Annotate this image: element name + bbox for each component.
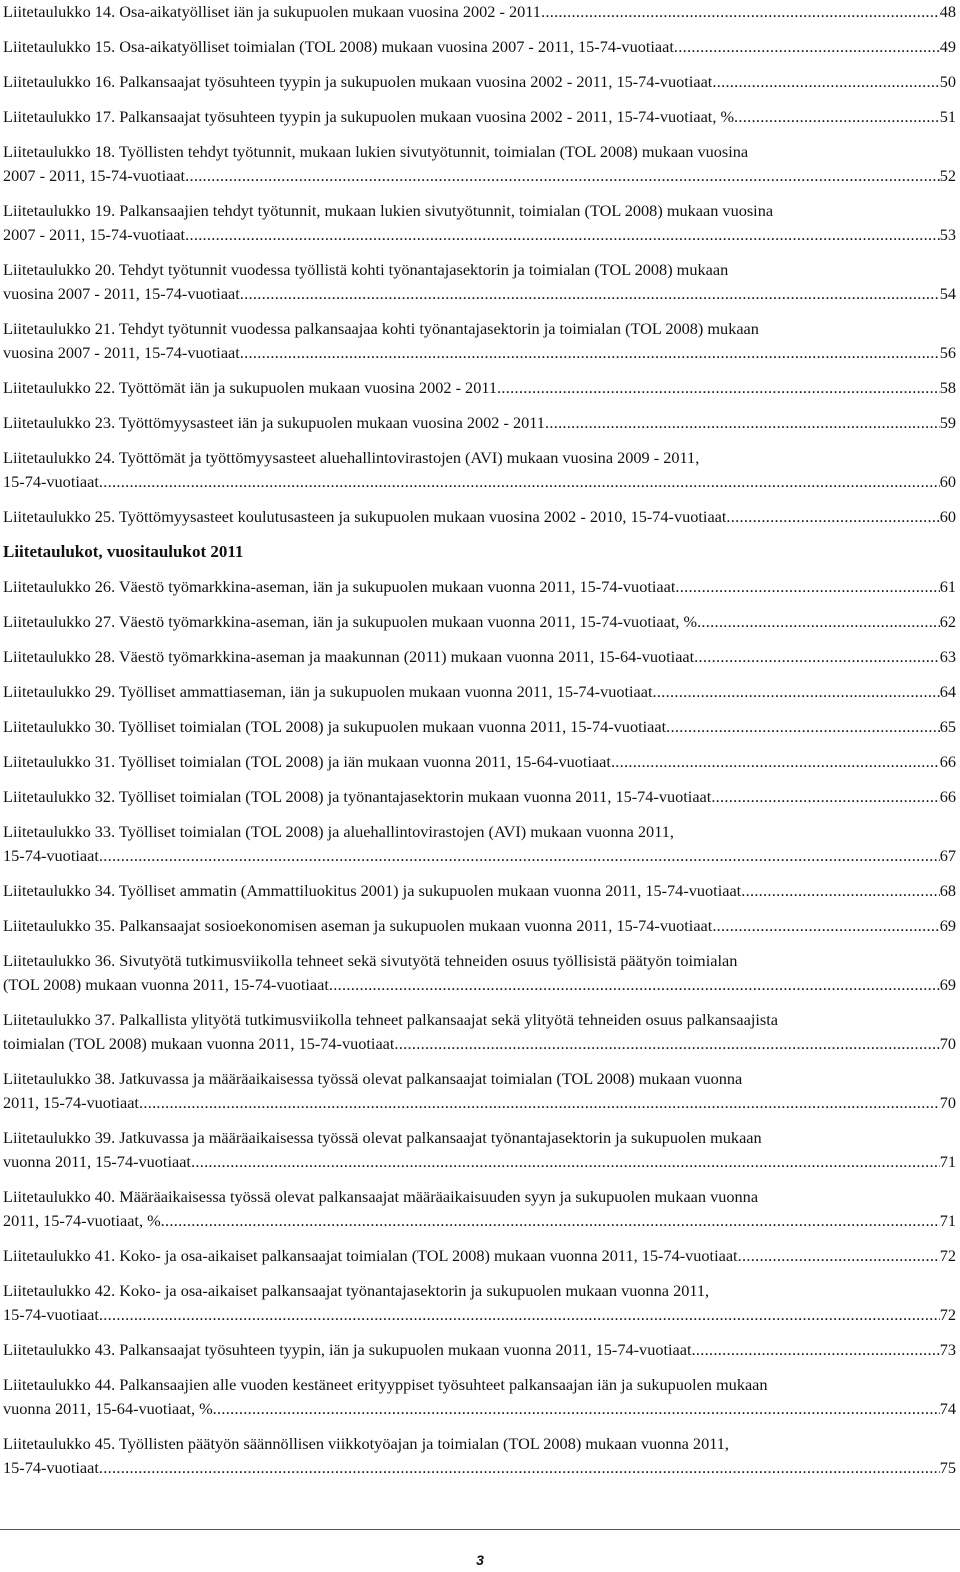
toc-entry-page: 72 (939, 1305, 956, 1324)
toc-entry-label: Liitetaulukko 27. (3, 612, 116, 631)
toc-entry-label: Liitetaulukko 40. (3, 1187, 116, 1206)
toc-entry-page: 73 (939, 1340, 956, 1359)
toc-entry-title-start: Palkansaajien tehdyt työtunnit, mukaan lukien sivutyötunnit, toimialan (TOL 2008) mukaan vuosina (119, 201, 774, 220)
toc-entry-title (3, 505, 726, 529)
toc-entry-title: vuosina 2007 - 2011, 15-74-vuotiaat (3, 343, 240, 362)
toc-entry-title (3, 1244, 738, 1268)
toc-entry-title-text: Työlliset ammatin (Ammattiluokitus 2001) ja sukupuolen mukaan vuonna 2011, 15-74-vuotiaat (118, 881, 742, 900)
toc-entry-title-start: Määräaikaisessa työssä olevat palkansaajat määräaikaisuuden syyn ja sukupuolen mukaan vuonna (119, 1187, 759, 1206)
dot-leader (185, 223, 940, 247)
toc-entry-label: Liitetaulukko 23. (3, 413, 116, 432)
toc-entry-page: 60 (939, 507, 956, 526)
toc-entry-label: Liitetaulukko 42. (3, 1281, 116, 1300)
toc-entry-page: 53 (939, 225, 956, 244)
toc-entry[interactable] (3, 879, 956, 903)
toc-entry-page: 62 (939, 612, 956, 631)
toc-entry[interactable] (3, 750, 956, 774)
toc-entry-title-text: Palkansaajat työsuhteen tyypin ja sukupuolen mukaan vuosina 2002 - 2011, 15-74-vuotiaat, % (119, 107, 735, 126)
dot-leader (240, 282, 940, 306)
dot-leader (712, 70, 939, 94)
toc-entry-title-text: Osa-aikatyölliset iän ja sukupuolen mukaan vuosina 2002 - 2011 (119, 2, 541, 21)
toc-entry-page: 75 (939, 1458, 956, 1477)
toc-entry-label: Liitetaulukko 26. (3, 577, 116, 596)
toc-entry[interactable] (3, 785, 956, 809)
toc-entry-first-line (3, 820, 956, 844)
toc-entry-page: 66 (939, 787, 956, 806)
toc-entry-title-start: Tehdyt työtunnit vuodessa työllistä kohti työnantajasektorin ja toimialan (TOL 2008) mukaan (118, 260, 729, 279)
toc-entry-page: 59 (939, 413, 956, 432)
toc-entry-page: 65 (939, 717, 956, 736)
dot-leader (734, 105, 940, 129)
toc-entry-label: Liitetaulukko 24. (3, 448, 116, 467)
toc-entry-first-line (3, 1126, 956, 1150)
toc-entry-label: Liitetaulukko 36. (3, 951, 116, 970)
toc-entry-title (3, 610, 697, 634)
toc-entry-label: Liitetaulukko 43. (3, 1340, 116, 1359)
section-heading: Liitetaulukot, vuositaulukot 2011 (3, 542, 244, 561)
toc-entry-title-text: Työlliset toimialan (TOL 2008) ja sukupuolen mukaan vuonna 2011, 15-74-vuotiaat (118, 717, 667, 736)
toc-entry-label: Liitetaulukko 20. (3, 260, 116, 279)
toc-entry-title-start: Työllisten tehdyt työtunnit, mukaan lukien sivutyötunnit, toimialan (TOL 2008) mukaan vuosina (118, 142, 749, 161)
toc-entry[interactable] (3, 105, 956, 129)
toc-entry-title (3, 914, 712, 938)
toc-entry-title (3, 575, 675, 599)
toc-list-bottom (3, 575, 956, 1480)
toc-entry-page: 70 (939, 1034, 956, 1053)
toc-entry-title-text: Osa-aikatyölliset toimialan (TOL 2008) mukaan vuosina 2007 - 2011, 15-74-vuotiaat (119, 37, 674, 56)
toc-entry-title-text: Koko- ja osa-aikaiset palkansaajat toimialan (TOL 2008) mukaan vuonna 2011, 15-74-vuotiaat (119, 1246, 738, 1265)
toc-entry-label: Liitetaulukko 15. (3, 37, 116, 56)
toc-entry-page: 72 (939, 1246, 956, 1265)
toc-entry-title-text: Työlliset toimialan (TOL 2008) ja työnantajasektorin mukaan vuonna 2011, 15-74-vuotiaat (118, 787, 712, 806)
toc-entry-title (3, 715, 666, 739)
toc-entry-title (3, 70, 712, 94)
toc-entry[interactable] (3, 610, 956, 634)
toc-entry-title-start: Jatkuvassa ja määräaikaisessa työssä olevat palkansaajat toimialan (TOL 2008) mukaan vuonna (119, 1069, 743, 1088)
dot-leader (99, 1456, 940, 1480)
toc-entry[interactable] (3, 1185, 956, 1233)
footer-divider (0, 1529, 960, 1530)
toc-entry[interactable] (3, 446, 956, 494)
toc-entry[interactable] (3, 715, 956, 739)
dot-leader (213, 1397, 940, 1421)
dot-leader (394, 1032, 939, 1056)
toc-entry-page: 69 (939, 975, 956, 994)
toc-entry-title-start: Palkallista ylityötä tutkimusviikolla tehneet palkansaajat sekä ylityötä tehneiden osuus palkansaajista (119, 1010, 778, 1029)
dot-leader (329, 973, 940, 997)
toc-entry[interactable] (3, 35, 956, 59)
dot-leader (674, 35, 940, 59)
toc-entry[interactable] (3, 1373, 956, 1421)
toc-entry-first-line (3, 1185, 956, 1209)
dot-leader (653, 680, 940, 704)
toc-entry-title-text: Työttömät iän ja sukupuolen mukaan vuosina 2002 - 2011 (118, 378, 498, 397)
toc-entry-label: Liitetaulukko 30. (3, 717, 116, 736)
toc-entry-label: Liitetaulukko 16. (3, 72, 116, 91)
dot-leader (99, 470, 940, 494)
toc-entry-first-line (3, 140, 956, 164)
toc-entry-label: Liitetaulukko 18. (3, 142, 116, 161)
toc-entry-title: 2011, 15-74-vuotiaat (3, 1093, 139, 1112)
dot-leader (541, 0, 940, 24)
toc-entry-label: Liitetaulukko 35. (3, 916, 116, 935)
toc-entry-page: 67 (939, 846, 956, 865)
toc-entry-label: Liitetaulukko 41. (3, 1246, 116, 1265)
toc-entry-title (3, 411, 545, 435)
toc-entry-title-start: Tehdyt työtunnit vuodessa palkansaajaa kohti työnantajasektorin ja toimialan (TOL 2008) mukaan (118, 319, 759, 338)
toc-entry[interactable] (3, 1008, 956, 1056)
toc-entry-first-line (3, 1008, 956, 1032)
toc-entry[interactable] (3, 199, 956, 247)
toc-entry-title: (TOL 2008) mukaan vuonna 2011, 15-74-vuotiaat (3, 975, 329, 994)
toc-entry-page: 66 (939, 752, 956, 771)
dot-leader (611, 750, 940, 774)
toc-entry-title (3, 35, 674, 59)
toc-entry-label: Liitetaulukko 14. (3, 2, 116, 21)
toc-entry-title: vuonna 2011, 15-64-vuotiaat, % (3, 1399, 213, 1418)
toc-entry-title-start: Palkansaajien alle vuoden kestäneet erityyppiset työsuhteet palkansaajan iän ja sukupuolen mukaan (119, 1375, 768, 1394)
toc-entry-first-line (3, 446, 956, 470)
dot-leader (545, 411, 940, 435)
toc-entry-title-text: Työlliset toimialan (TOL 2008) ja iän mukaan vuonna 2011, 15-64-vuotiaat (118, 752, 611, 771)
dot-leader (738, 1244, 940, 1268)
dot-leader (99, 1303, 940, 1327)
dot-leader (711, 785, 939, 809)
toc-entry-page: 50 (939, 72, 956, 91)
toc-entry-page: 52 (939, 166, 956, 185)
toc-entry-title: 15-74-vuotiaat (3, 1458, 99, 1477)
toc-entry[interactable] (3, 140, 956, 188)
toc-entry-label: Liitetaulukko 31. (3, 752, 116, 771)
toc-entry-title-start: Työlliset toimialan (TOL 2008) ja aluehallintovirastojen (AVI) mukaan vuonna 2011, (118, 822, 674, 841)
toc-entry-label: Liitetaulukko 22. (3, 378, 116, 397)
toc-entry-page: 70 (939, 1093, 956, 1112)
toc-entry[interactable] (3, 0, 956, 24)
dot-leader (675, 575, 939, 599)
toc-entry-page: 58 (939, 378, 956, 397)
toc-entry-first-line (3, 1432, 956, 1456)
toc-entry-title: 15-74-vuotiaat (3, 846, 99, 865)
toc-entry-page: 48 (939, 2, 956, 21)
toc-entry-label: Liitetaulukko 45. (3, 1434, 116, 1453)
toc-entry[interactable] (3, 1279, 956, 1327)
dot-leader (139, 1091, 940, 1115)
toc-entry[interactable] (3, 411, 956, 435)
toc-entry[interactable] (3, 1338, 956, 1362)
toc-entry-title-start: Työllisten päätyön säännöllisen viikkotyöajan ja toimialan (TOL 2008) mukaan vuonna 2011, (118, 1434, 729, 1453)
toc-entry-label: Liitetaulukko 19. (3, 201, 116, 220)
toc-entry-title-text: Työttömyysasteet iän ja sukupuolen mukaan vuosina 2002 - 2011 (118, 413, 545, 432)
toc-entry-label: Liitetaulukko 21. (3, 319, 116, 338)
toc-entry-title-text: Väestö työmarkkina-aseman ja maakunnan (2011) mukaan vuonna 2011, 15-64-vuotiaat (118, 647, 695, 666)
toc-entry-title: 2011, 15-74-vuotiaat, % (3, 1211, 161, 1230)
toc-entry-title-start: Jatkuvassa ja määräaikaisessa työssä olevat palkansaajat työnantajasektorin ja sukupuolen mukaan (119, 1128, 762, 1147)
toc-entry-first-line (3, 1067, 956, 1091)
toc-entry-page: 64 (939, 682, 956, 701)
toc-entry-title: 2007 - 2011, 15-74-vuotiaat (3, 225, 186, 244)
dot-leader (697, 610, 940, 634)
table-of-contents (3, 0, 956, 1491)
toc-entry-first-line (3, 1373, 956, 1397)
toc-entry-title: 15-74-vuotiaat (3, 472, 99, 491)
toc-entry[interactable] (3, 1244, 956, 1268)
toc-entry-label: Liitetaulukko 44. (3, 1375, 116, 1394)
toc-entry[interactable] (3, 914, 956, 938)
toc-entry-title-text: Väestö työmarkkina-aseman, iän ja sukupuolen mukaan vuonna 2011, 15-74-vuotiaat, % (118, 612, 698, 631)
toc-entry[interactable] (3, 1126, 956, 1174)
toc-entry-first-line (3, 258, 956, 282)
toc-entry-title (3, 879, 741, 903)
dot-leader (692, 1338, 940, 1362)
toc-entry-title (3, 1338, 692, 1362)
toc-entry-title (3, 376, 497, 400)
toc-entry-page: 63 (939, 647, 956, 666)
toc-entry-page: 51 (939, 107, 956, 126)
toc-entry-label: Liitetaulukko 33. (3, 822, 116, 841)
toc-entry[interactable] (3, 949, 956, 997)
toc-entry[interactable] (3, 820, 956, 868)
toc-entry-page: 71 (939, 1211, 956, 1230)
toc-entry-title (3, 680, 653, 704)
toc-entry-first-line (3, 317, 956, 341)
dot-leader (666, 715, 940, 739)
toc-entry[interactable] (3, 317, 956, 365)
toc-entry-title-text: Työlliset ammattiaseman, iän ja sukupuolen mukaan vuonna 2011, 15-74-vuotiaat (118, 682, 653, 701)
toc-entry-label: Liitetaulukko 28. (3, 647, 116, 666)
toc-entry-title-text: Palkansaajat työsuhteen tyypin, iän ja sukupuolen mukaan vuonna 2011, 15-74-vuotiaat (119, 1340, 692, 1359)
dot-leader (741, 879, 940, 903)
toc-entry-title-start: Sivutyötä tutkimusviikolla tehneet sekä sivutyötä tehneiden osuus työllisistä päätyön toimialan (119, 951, 738, 970)
toc-entry-label: Liitetaulukko 32. (3, 787, 116, 806)
toc-entry-title: vuosina 2007 - 2011, 15-74-vuotiaat (3, 284, 240, 303)
toc-entry[interactable] (3, 505, 956, 529)
toc-entry-title (3, 105, 734, 129)
toc-entry-title (3, 785, 711, 809)
toc-entry-label: Liitetaulukko 29. (3, 682, 116, 701)
dot-leader (161, 1209, 940, 1233)
toc-entry-label: Liitetaulukko 17. (3, 107, 116, 126)
toc-entry[interactable] (3, 258, 956, 306)
toc-entry-title-start: Työttömät ja työttömyysasteet aluehallintovirastojen (AVI) mukaan vuosina 2009 - 2011, (118, 448, 700, 467)
dot-leader (497, 376, 940, 400)
toc-entry-title: vuonna 2011, 15-74-vuotiaat (3, 1152, 191, 1171)
toc-entry-page: 61 (939, 577, 956, 596)
toc-entry[interactable] (3, 1432, 956, 1480)
toc-entry-title: 2007 - 2011, 15-74-vuotiaat (3, 166, 186, 185)
toc-entry-label: Liitetaulukko 25. (3, 507, 116, 526)
toc-entry-title-start: Koko- ja osa-aikaiset palkansaajat työnantajasektorin ja sukupuolen mukaan vuonna 2011, (119, 1281, 710, 1300)
toc-entry-page: 60 (939, 472, 956, 491)
toc-entry-title-text: Palkansaajat työsuhteen tyypin ja sukupuolen mukaan vuosina 2002 - 2011, 15-74-vuotiaat (119, 72, 713, 91)
toc-entry-title-text: Työttömyysasteet koulutusasteen ja sukupuolen mukaan vuosina 2002 - 2010, 15-74-vuotiaat (118, 507, 727, 526)
dot-leader (726, 505, 939, 529)
toc-entry-page: 49 (939, 37, 956, 56)
page-number: 3 (476, 1552, 484, 1568)
toc-entry-title: toimialan (TOL 2008) mukaan vuonna 2011, 15-74-vuotiaat (3, 1034, 395, 1053)
toc-entry-page: 74 (939, 1399, 956, 1418)
toc-entry[interactable] (3, 376, 956, 400)
toc-entry-page: 71 (939, 1152, 956, 1171)
toc-entry[interactable] (3, 645, 956, 669)
toc-entry-label: Liitetaulukko 37. (3, 1010, 116, 1029)
toc-list-top (3, 0, 956, 529)
dot-leader (99, 844, 940, 868)
toc-entry-label: Liitetaulukko 38. (3, 1069, 116, 1088)
toc-entry-first-line (3, 199, 956, 223)
dot-leader (185, 164, 940, 188)
toc-entry[interactable] (3, 70, 956, 94)
toc-entry-first-line (3, 949, 956, 973)
toc-entry-page: 69 (939, 916, 956, 935)
toc-entry-page: 56 (939, 343, 956, 362)
toc-entry[interactable] (3, 575, 956, 599)
toc-entry[interactable] (3, 680, 956, 704)
toc-entry-first-line (3, 1279, 956, 1303)
dot-leader (694, 645, 940, 669)
dot-leader (191, 1150, 940, 1174)
toc-entry-title (3, 0, 541, 24)
toc-entry[interactable] (3, 1067, 956, 1115)
toc-entry-label: Liitetaulukko 39. (3, 1128, 116, 1147)
toc-entry-title-text: Palkansaajat sosioekonomisen aseman ja sukupuolen mukaan vuonna 2011, 15-74-vuotiaat (119, 916, 713, 935)
toc-entry-title (3, 750, 611, 774)
dot-leader (240, 341, 940, 365)
toc-entry-title-text: Väestö työmarkkina-aseman, iän ja sukupuolen mukaan vuonna 2011, 15-74-vuotiaat (118, 577, 676, 596)
toc-entry-title: 15-74-vuotiaat (3, 1305, 99, 1324)
toc-entry-title (3, 645, 694, 669)
toc-entry-label: Liitetaulukko 34. (3, 881, 116, 900)
dot-leader (712, 914, 939, 938)
toc-entry-page: 68 (939, 881, 956, 900)
toc-entry-page: 54 (939, 284, 956, 303)
